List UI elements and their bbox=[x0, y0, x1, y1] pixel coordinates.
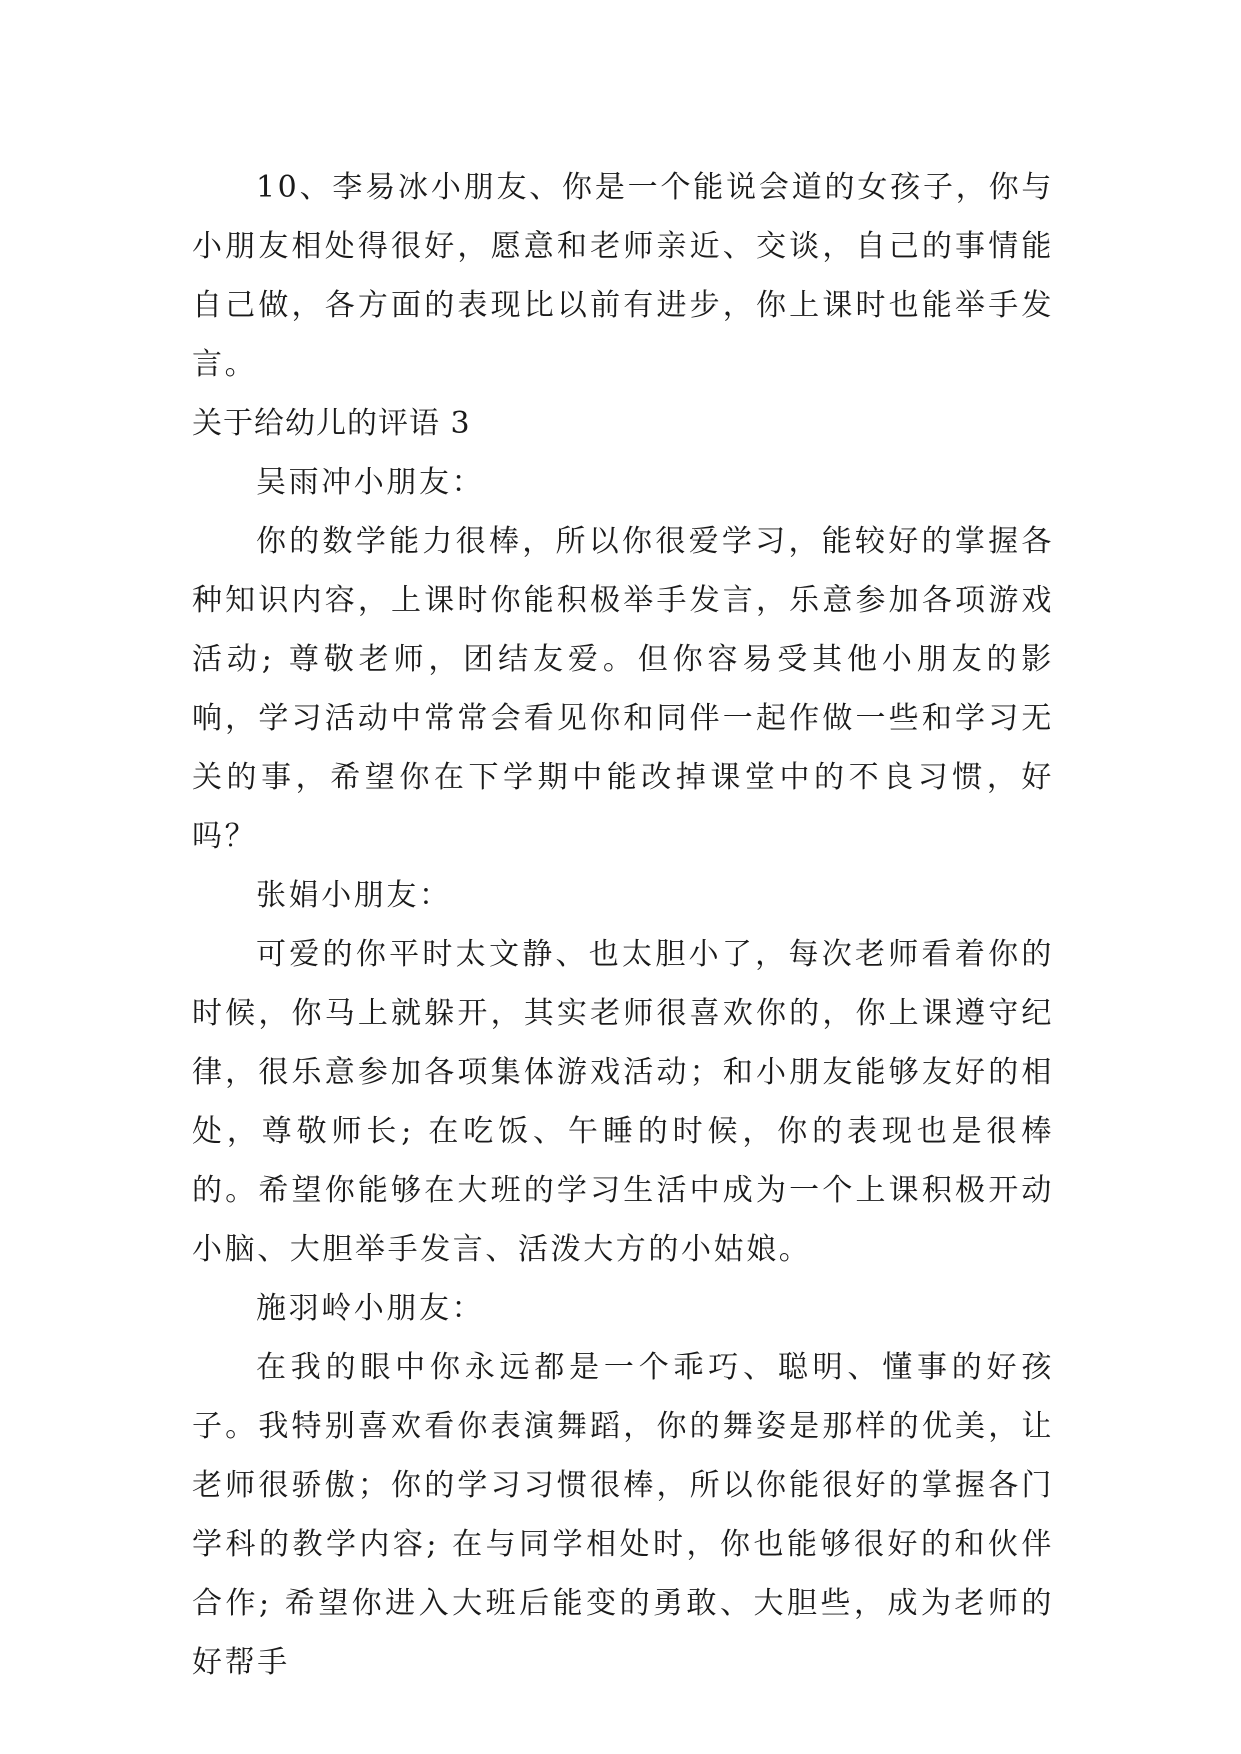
document-body bbox=[192, 158, 1054, 1692]
section-heading: 关于给幼儿的评语 3 bbox=[192, 406, 471, 441]
addressee-wu-yuchong: 吴雨冲小朋友： bbox=[256, 465, 485, 500]
paragraph-li-yibing: 10、李易冰小朋友、你是一个能说会道的女孩子，你与小朋友相处得很好，愿意和老师亲近、交谈，自己的事情能自己做，各方面的表现比以前有进步，你上课时也能举手发言。 bbox=[192, 170, 1054, 382]
paragraph-zhang-juan: 可爱的你平时太文静、也太胆小了，每次老师看着你的时候，你马上就躲开，其实老师很喜欢你的，你上课遵守纪律，很乐意参加各项集体游戏活动；和小朋友能够友好的相处，尊敬师长; 在吃饭、午睡的时候，你的表现也是很棒的。希望你能够在大班的学习生活中成为一个上课积极开动小脑、大胆举手发言、活泼大方的小姑娘。 bbox=[192, 937, 1054, 1267]
addressee-shi-yuling: 施羽岭小朋友： bbox=[256, 1291, 485, 1326]
paragraph-shi-yuling: 在我的眼中你永远都是一个乖巧、聪明、懂事的好孩子。我特别喜欢看你表演舞蹈，你的舞姿是那样的优美，让老师很骄傲；你的学习习惯很棒，所以你能很好的掌握各门学科的教学内容; 在与同学相处时，你也能够很好的和伙伴合作; 希望你进入大班后能变的勇敢、大胆些，成为老师的好帮手 bbox=[192, 1350, 1054, 1680]
addressee-zhang-juan: 张娟小朋友： bbox=[256, 878, 452, 913]
paragraph-wu-yuchong: 你的数学能力很棒，所以你很爱学习，能较好的掌握各种知识内容，上课时你能积极举手发言，乐意参加各项游戏活动; 尊敬老师，团结友爱。但你容易受其他小朋友的影响，学习活动中常常会看见你和同伴一起作做一些和学习无关的事，希望你在下学期中能改掉课堂中的不良习惯，好吗？ bbox=[192, 524, 1054, 854]
